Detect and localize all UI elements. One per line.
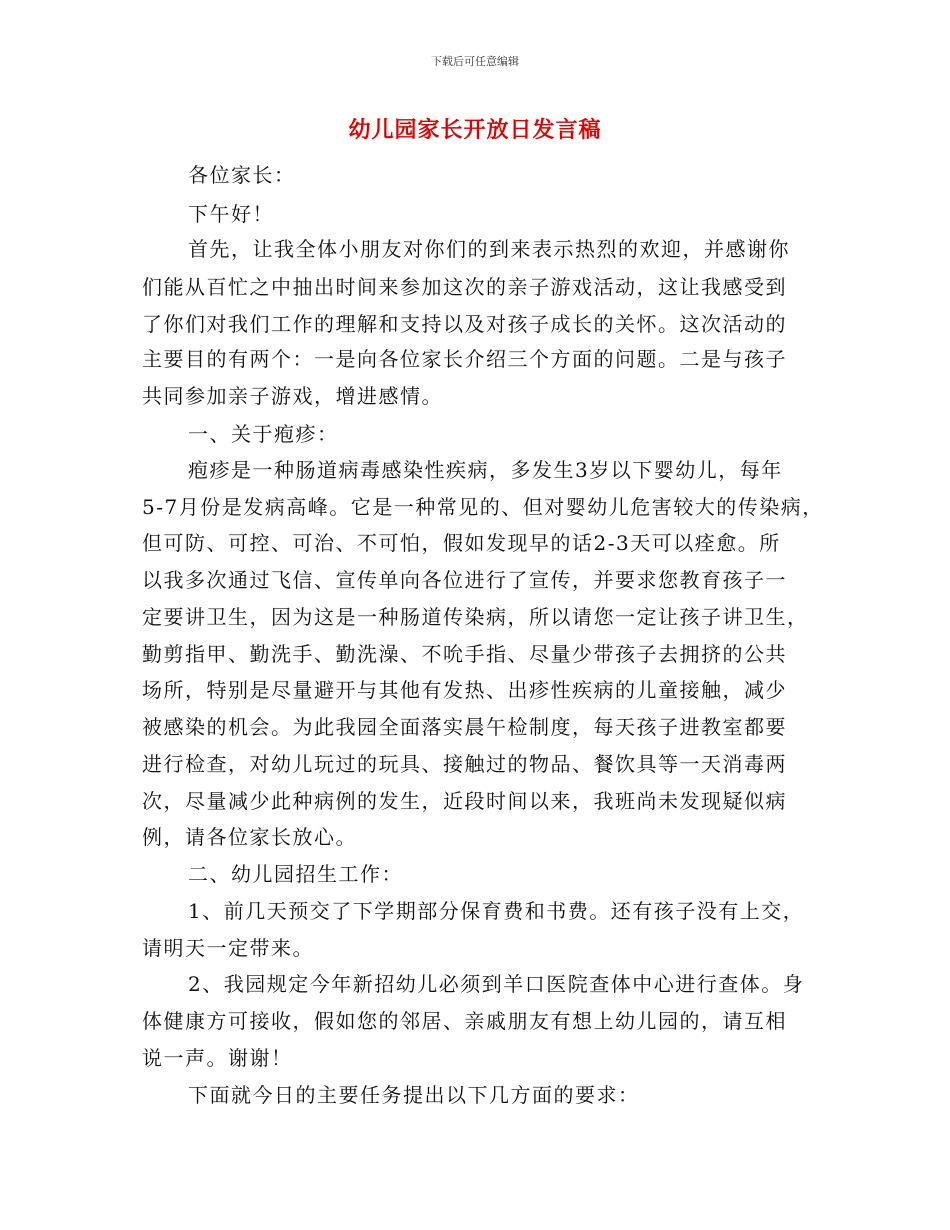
paragraph-line: 们能从百忙之中抽出时间来参加这次的亲子游戏活动，这让我感受到 bbox=[142, 275, 787, 299]
paragraph-line: 2、我园规定今年新招幼儿必须到羊口医院查体中心进行查体。身 bbox=[188, 972, 805, 996]
paragraph-line: 但可防、可控、可治、不可怕，假如发现早的话2-3天可以痊愈。所 bbox=[142, 531, 781, 555]
paragraph-line: 说一声。谢谢！ bbox=[142, 1046, 293, 1070]
paragraph-line: 主要目的有两个：一是向各位家长介绍三个方面的问题。二是与孩子 bbox=[142, 347, 787, 371]
greeting-line: 下午好！ bbox=[188, 202, 274, 226]
paragraph-line: 5-7月份是发病高峰。它是一种常见的、但对婴幼儿危害较大的传染病， bbox=[142, 495, 824, 519]
paragraph-line: 勤剪指甲、勤洗手、勤洗澡、不吮手指、尽量少带孩子去拥挤的公共 bbox=[142, 642, 787, 666]
paragraph-line: 体健康方可接收，假如您的邻居、亲戚朋友有想上幼儿园的，请互相 bbox=[142, 1009, 787, 1033]
paragraph-line: 疱疹是一种肠道病毒感染性疾病，多发生3岁以下婴幼儿，每年 bbox=[188, 458, 783, 482]
paragraph-line: 了你们对我们工作的理解和支持以及对孩子成长的关怀。这次活动的 bbox=[142, 312, 787, 336]
paragraph-line: 下面就今日的主要任务提出以下几方面的要求： bbox=[188, 1083, 640, 1107]
paragraph-line: 定要讲卫生，因为这是一种肠道传染病，所以请您一定让孩子讲卫生， bbox=[142, 605, 809, 629]
paragraph-line: 以我多次通过飞信、宣传单向各位进行了宣传，并要求您教育孩子一 bbox=[142, 568, 787, 592]
paragraph-line: 请明天一定带来。 bbox=[142, 936, 314, 960]
paragraph-line: 共同参加亲子游戏，增进感情。 bbox=[142, 384, 443, 408]
section-heading-herpes: 一、关于疱疹： bbox=[188, 422, 339, 446]
paragraph-line: 首先，让我全体小朋友对你们的到来表示热烈的欢迎，并感谢你 bbox=[188, 237, 790, 261]
document-title: 幼儿园家长开放日发言稿 bbox=[348, 118, 602, 143]
paragraph-line: 被感染的机会。为此我园全面落实晨午检制度，每天孩子进教室都要 bbox=[142, 715, 787, 739]
paragraph-line: 次，尽量减少此种病例的发生，近段时间以来，我班尚未发现疑似病 bbox=[142, 789, 787, 813]
paragraph-line: 进行检查，对幼儿玩过的玩具、接触过的物品、餐饮具等一天消毒两 bbox=[142, 752, 787, 776]
salutation-line: 各位家长： bbox=[188, 163, 296, 187]
section-heading-enrollment: 二、幼儿园招生工作： bbox=[188, 862, 403, 886]
paragraph-line: 场所，特别是尽量避开与其他有发热、出疹性疾病的儿童接触，减少 bbox=[142, 678, 787, 702]
paragraph-line: 例，请各位家长放心。 bbox=[142, 825, 357, 849]
paragraph-line: 1、前几天预交了下学期部分保育费和书费。还有孩子没有上交， bbox=[188, 899, 805, 923]
header-note: 下载后可任意编辑 bbox=[431, 55, 519, 68]
